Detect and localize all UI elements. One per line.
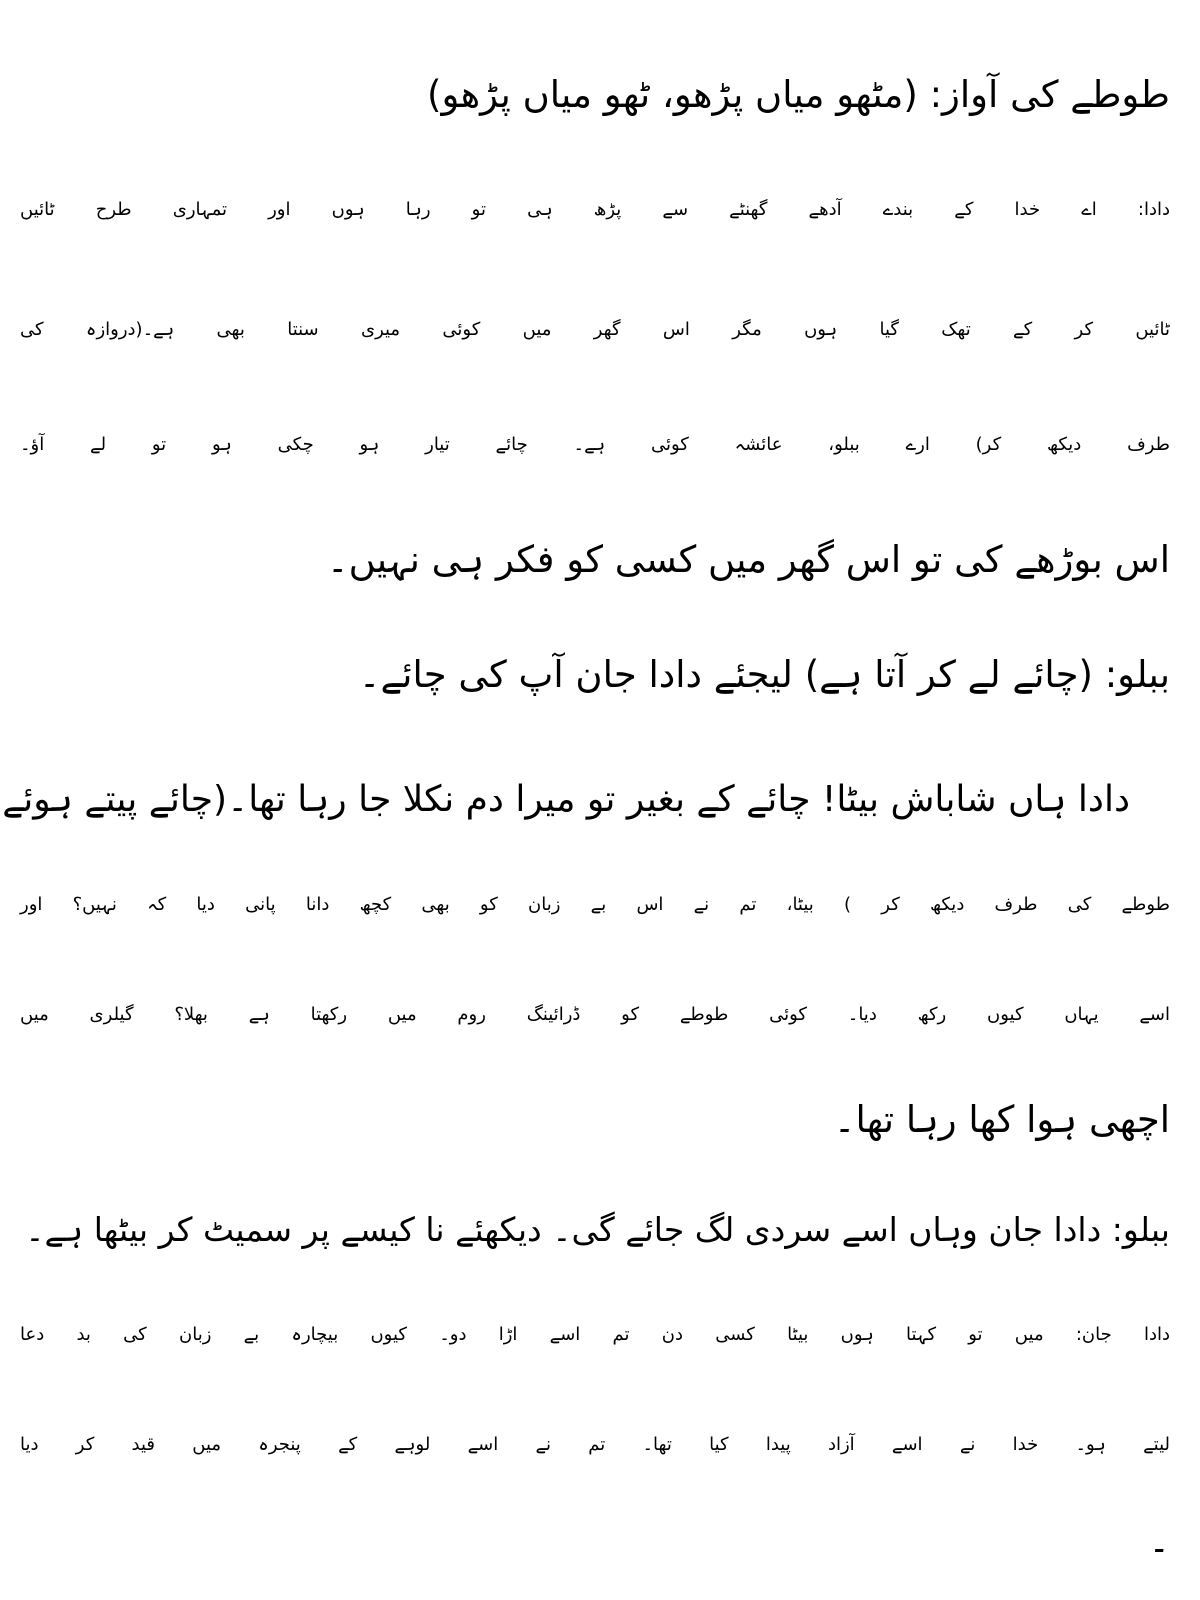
text-line-dada-6: طوطے کی طرف دیکھ کر ) بیٹا، تم نے اس بے زبان کو بھی کچھ دانا پانی دیا کہ نہیں؟ اور <box>20 894 1170 915</box>
text-line-dada-7: اسے یہاں کیوں رکھ دیا۔ کوئی طوطے کو ڈرائینگ روم میں رکھتا ہے بھلا؟ گیلری میں <box>20 1004 1171 1025</box>
text-line-bablu-2: ببلو: دادا جان وہاں اسے سردی لگ جائے گی۔ دیکھئے نا کیسے پر سمیٹ کر بیٹھا ہے۔ <box>25 1210 1170 1249</box>
text-line-dada-1: دادا: اے خدا کے بندے آدھے گھنٹے سے پڑھ ہی تو رہا ہوں اور تمہاری طرح ٹائیں <box>20 199 1170 220</box>
document-page <box>2 40 1171 1580</box>
text-line-bablu-1: ببلو: (چائے لے کر آتا ہے) لیجئے دادا جان آپ کی چائے۔ <box>358 653 1170 696</box>
text-line-dada-4: اس بوڑھے کی تو اس گھر میں کسی کو فکر ہی نہیں۔ <box>326 538 1170 581</box>
text-line-dada-8: اچھی ہوا کھا رہا تھا۔ <box>833 1098 1170 1141</box>
text-line-dada-3: طرف دیکھ کر) ارے ببلو، عائشہ کوئی ہے۔ چائے تیار ہو چکی ہو تو لے آؤ۔ <box>20 434 1170 455</box>
text-line-parrot-voice: طوطے کی آواز: (مٹھو میاں پڑھو، ٹھو میاں پڑھو) <box>427 73 1170 116</box>
text-line-dadajan-1: دادا جان: میں تو کہتا ہوں بیٹا کسی دن تم اسے اڑا دو۔ کیوں بیچارہ بے زبان کی بد دعا <box>20 1324 1170 1345</box>
text-line-dada-5: دادا ہاں شاباش بیٹا! چائے کے بغیر تو میرا دم نکلا جا رہا تھا۔(چائے پیتے ہوئے <box>2 779 1130 820</box>
text-line-dadajan-2: لیتے ہو۔ خدا نے اسے آزاد پیدا کیا تھا۔ تم نے اسے لوہے کے پنجرہ میں قید کر دیا <box>20 1434 1170 1455</box>
text-line-dadajan-end: ۔ <box>1148 1518 1170 1561</box>
text-line-dada-2: ٹائیں کر کے تھک گیا ہوں مگر اس گھر میں کوئی میری سنتا بھی ہے۔(دروازہ کی <box>20 319 1170 340</box>
